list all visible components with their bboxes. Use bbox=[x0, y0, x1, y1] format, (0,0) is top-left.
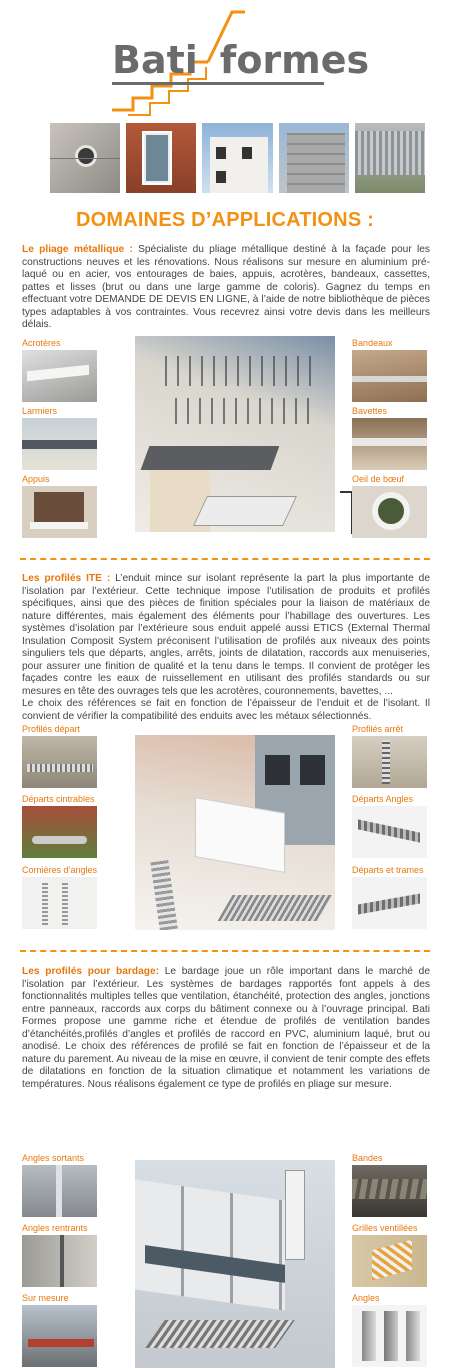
thumb-departs-cintrables bbox=[22, 806, 97, 858]
thumb-angles-rentrants bbox=[22, 1235, 97, 1287]
facade-photo-5 bbox=[355, 123, 425, 193]
thumb-label-departs-trames: Départs et trames bbox=[352, 865, 424, 875]
thumb-label-departs-angles: Départs Angles bbox=[352, 794, 414, 804]
thumb-label-bandeaux: Bandeaux bbox=[352, 338, 393, 348]
section-divider-1 bbox=[20, 558, 430, 560]
brand-part2: formes bbox=[219, 38, 370, 82]
section-1-body: Spécialiste du pliage métallique destiné à la façade pour les constructions neuves et les rénovations. Nous réalisons sur mesure en aluminium pré-laqué ou en acier, vos entourages de baies, appuis, acrotères, bandeaux, cassettes, pattes et lisses (brut ou dans une large gamme de coloris). Gagnez du temps en effectuant votre DEMANDE DE DEVIS EN LIGNE, à l’aide de notre bibliothèque de pièces types adaptables à vos contraintes. Vous recevrez ainsi votre devis dans les meilleurs délais. bbox=[22, 244, 430, 330]
facade-photo-4 bbox=[279, 123, 349, 193]
thumb-label-angles-sortants: Angles sortants bbox=[22, 1153, 85, 1163]
page-title: DOMAINES D’APPLICATIONS : bbox=[76, 209, 374, 231]
photo-strip bbox=[50, 123, 425, 193]
thumb-profiles-arret bbox=[352, 736, 427, 788]
thumb-label-acroteres: Acrotères bbox=[22, 338, 61, 348]
section-2-body: L’enduit mince sur isolant représente la part la plus importante de l’isolation par l’extérieur. Cette technique impose l’utilisation de produits et profilés spécifiques, ainsi que des pièces de finition spéciales pour la liaison de matériaux de nature différentes, mais également des éléments pour l’habillage des ouvertures. Les systèmes d’isolation par l’extérieure sous enduit appelé aussi ETICS (External Thermal Insulation Composit System préconisent l’utilisation de profilés aux niveaux des points singuliers tels que départs, angles, arrêts, joints de dilatation, raccords aux menuiseries, pour assurer une finition de qualité et la tenu dans le temps. Il convient de protéger les façades contre les eaux de ruissellement en utilisant des profilés standards ou sur mesures en tête des ouvrages tels que les acrotères, couronnements, bavettes, ... bbox=[22, 573, 430, 697]
thumb-label-larmiers: Larmiers bbox=[22, 406, 58, 416]
thumb-label-profiles-arret: Profilés arrêt bbox=[352, 724, 404, 734]
thumb-bandeaux bbox=[352, 350, 427, 402]
thumb-label-angles: Angles bbox=[352, 1293, 380, 1303]
brand-name bbox=[112, 38, 369, 82]
section-3-main-photo bbox=[135, 1160, 335, 1368]
thumb-bavettes bbox=[352, 418, 427, 470]
facade-photo-2 bbox=[126, 123, 196, 193]
thumb-label-bavettes: Bavettes bbox=[352, 406, 388, 416]
section-1-lead: Le pliage métallique : bbox=[22, 244, 133, 255]
thumb-cornieres-angles bbox=[22, 877, 97, 929]
section-1-main-photo bbox=[135, 336, 335, 532]
thumb-grilles-ventilees bbox=[352, 1235, 427, 1287]
thumb-profiles-depart bbox=[22, 736, 97, 788]
thumb-angles bbox=[352, 1305, 427, 1367]
thumb-label-angles-rentrants: Angles rentrants bbox=[22, 1223, 88, 1233]
section-3-lead: Les profilés pour bardage: bbox=[22, 966, 160, 977]
thumb-label-oeil-de-boeuf: Oeil de bœuf bbox=[352, 474, 405, 484]
logo bbox=[0, 0, 450, 118]
section-2-text bbox=[22, 573, 430, 723]
section-3-text bbox=[22, 966, 430, 1091]
section-2-main-photo bbox=[135, 735, 335, 930]
thumb-acroteres bbox=[22, 350, 97, 402]
section-2-body-2: Le choix des références se fait en fonction de l’épaisseur de l’enduit et de l’isolant. Il convient de vérifier la compatibilité des enduits avec les métaux sélectionnés. bbox=[22, 698, 430, 722]
thumb-departs-angles bbox=[352, 806, 427, 858]
thumb-larmiers bbox=[22, 418, 97, 470]
thumb-appuis bbox=[22, 486, 97, 538]
facade-photo-3 bbox=[202, 123, 272, 193]
brand-part1: Bati bbox=[112, 38, 198, 82]
section-3-body: Le bardage joue un rôle important dans le marché de l’isolation par l’extérieur. Les systèmes de bardages rapportés font appels à des fonctionnalités multiples telles que ventilation, étanchéité, protection des angles, jonctions entre panneaux, raccords aux corps du bâtiment connexe ou à l’ouvrage principal. Bati Formes propose une gamme riche et étendue de profilés de ventilation bandes d’étanchéités,profilés d’angles et profilés de raccord en PVC, aluminium laqué, brut ou anodisé. Le choix des références de profilé se fait en fonction de l’épaisseur et de la nature du parement. Au niveau de la mise en œuvre, il convient de tenir compte des effets de dilatations en fonction de la situation climatique et notamment les variations de températures. Nous réalisons également ce type de profilés en pliage sur mesure. bbox=[22, 966, 430, 1090]
thumb-label-grilles-ventilees: Grilles ventillées bbox=[352, 1223, 418, 1233]
section-2-lead: Les profilés ITE : bbox=[22, 573, 111, 584]
thumb-angles-sortants bbox=[22, 1165, 97, 1217]
section-1-text bbox=[22, 244, 430, 332]
section-divider-2 bbox=[20, 950, 430, 952]
thumb-bandes bbox=[352, 1165, 427, 1217]
thumb-label-cornieres-angles: Cornières d’angles bbox=[22, 865, 98, 875]
thumb-label-departs-cintrables: Départs cintrables bbox=[22, 794, 95, 804]
thumb-label-profiles-depart: Profilés départ bbox=[22, 724, 81, 734]
thumb-oeil-de-boeuf bbox=[352, 486, 427, 538]
thumb-label-bandes: Bandes bbox=[352, 1153, 383, 1163]
thumb-departs-trames bbox=[352, 877, 427, 929]
facade-photo-1 bbox=[50, 123, 120, 193]
thumb-label-sur-mesure: Sur mesure bbox=[22, 1293, 69, 1303]
thumb-sur-mesure bbox=[22, 1305, 97, 1367]
thumb-label-appuis: Appuis bbox=[22, 474, 50, 484]
